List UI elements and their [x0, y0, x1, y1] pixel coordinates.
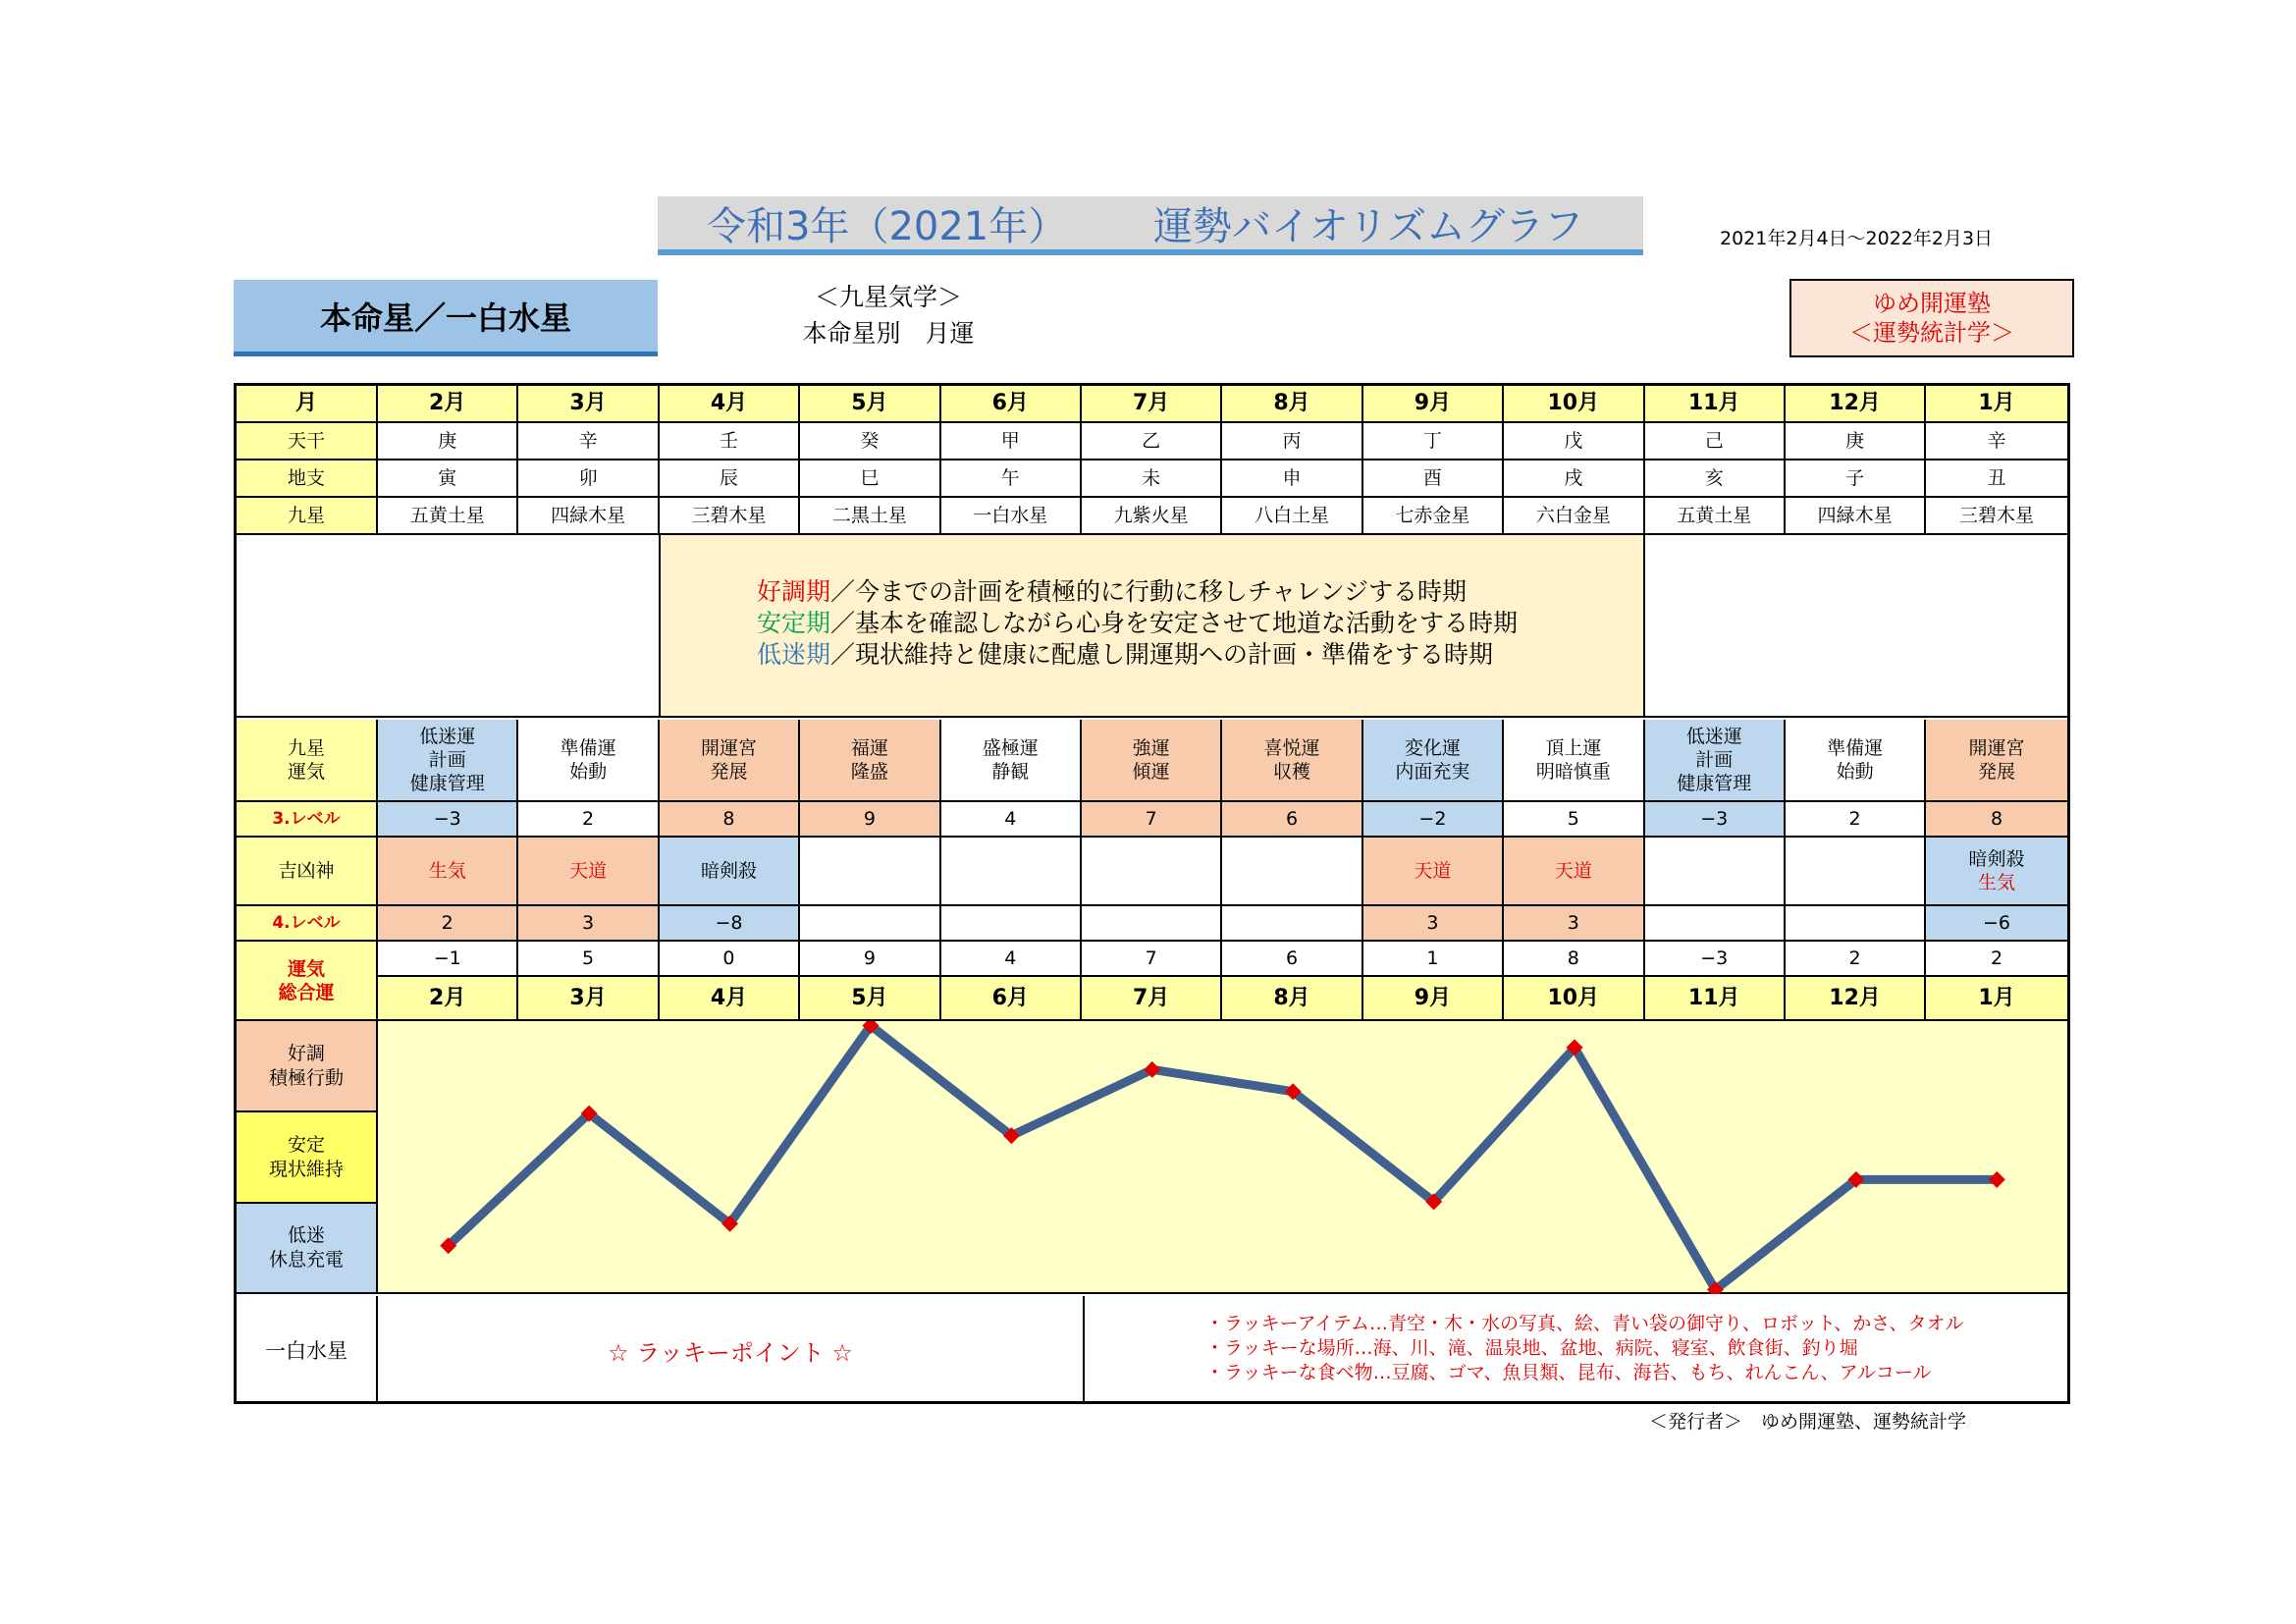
unki-line: 始動	[1836, 761, 1874, 783]
lucky-place: ・ラッキーな場所…海、川、滝、温泉地、盆地、病院、寝室、飲食街、釣り堀	[1205, 1337, 1858, 1359]
chishi-cell: 申	[1222, 460, 1362, 498]
tenkan-cell: 辛	[1926, 423, 2066, 460]
biorhythm-graph	[237, 1021, 2067, 1296]
unki-cell	[941, 720, 1082, 802]
unki-line: 低迷運	[419, 726, 476, 747]
lucky-item: ・ラッキーアイテム…青空・木・水の写真、絵、青い袋の御守り、ロボット、かさ、タオル	[1205, 1313, 1964, 1334]
total-cell: 7	[1082, 942, 1222, 977]
level4-row	[237, 906, 2067, 942]
level3-cell: −3	[378, 802, 518, 838]
unki-cell	[1645, 720, 1786, 802]
total-cell: −1	[378, 942, 518, 977]
subtitle-kyusei: ＜九星気学＞	[814, 283, 962, 311]
month-cell: 12月	[1786, 386, 1926, 423]
level3-cell: 4	[941, 802, 1082, 838]
tenkan-cell: 壬	[660, 423, 800, 460]
kyusei-cell: 七赤金星	[1363, 498, 1504, 535]
level4-cell: 3	[1504, 906, 1644, 942]
kikkyo-line: 暗剣殺	[700, 860, 757, 882]
kikkyo-cell	[1786, 838, 1926, 906]
month-cell-bottom: 7月	[1082, 977, 1222, 1021]
kikkyo-cell	[1082, 838, 1222, 906]
month-cell: 3月	[518, 386, 659, 423]
level4-cell: 2	[378, 906, 518, 942]
kyusei-cell: 五黄土星	[1645, 498, 1786, 535]
kikkyo-cell	[378, 838, 518, 906]
lucky-point-title: ☆ ラッキーポイント ☆	[378, 1296, 1085, 1404]
month-cell: 6月	[941, 386, 1082, 423]
kikkyo-cell	[1926, 838, 2066, 906]
tenkan-cell: 庚	[1786, 423, 1926, 460]
band-stable: 安定 現状維持	[237, 1112, 378, 1204]
kikkyo-line: 天道	[1554, 860, 1592, 882]
unki-line: 収穫	[1273, 761, 1311, 783]
kyusei-header: 九星	[237, 498, 378, 535]
month-cell: 9月	[1363, 386, 1504, 423]
series-line	[449, 1025, 1998, 1289]
title-left: 令和3年（2021年）	[707, 203, 1068, 249]
unki-cell	[1082, 720, 1222, 802]
unki-line: 明暗慎重	[1535, 761, 1611, 783]
lucky-row	[237, 1296, 2067, 1404]
month-cell: 2月	[378, 386, 518, 423]
unki-cell	[518, 720, 659, 802]
month-cell-bottom: 8月	[1222, 977, 1362, 1021]
month-cell-bottom: 1月	[1926, 977, 2066, 1021]
org-box	[1789, 279, 2074, 357]
legend-blank-right	[1645, 535, 2067, 718]
total-cell: 1	[1363, 942, 1504, 977]
level4-cell: −8	[660, 906, 800, 942]
data-point	[1989, 1171, 2005, 1188]
tenkan-cell: 庚	[378, 423, 518, 460]
tenkan-cell: 甲	[941, 423, 1082, 460]
kyusei-row	[237, 498, 2067, 535]
unki-cell	[1222, 720, 1362, 802]
month-cell-bottom: 12月	[1786, 977, 1926, 1021]
unki-row	[237, 720, 2067, 802]
level4-cell: −6	[1926, 906, 2066, 942]
band-good: 好調 積極行動	[237, 1021, 378, 1112]
chishi-cell: 丑	[1926, 460, 2066, 498]
unki-line: 開運宮	[700, 737, 757, 759]
kyusei-cell: 二黒土星	[800, 498, 940, 535]
unki-cell	[378, 720, 518, 802]
chishi-cell: 亥	[1645, 460, 1786, 498]
kikkyo-cell	[518, 838, 659, 906]
tenkan-cell: 丙	[1222, 423, 1362, 460]
org-sub: ＜運勢統計学＞	[1849, 319, 2014, 347]
month-cell: 11月	[1645, 386, 1786, 423]
unki-line: 健康管理	[409, 773, 485, 794]
band-low: 低迷 休息充電	[237, 1204, 378, 1294]
level4-cell	[1645, 906, 1786, 942]
month-cell-bottom: 5月	[800, 977, 940, 1021]
chishi-cell: 巳	[800, 460, 940, 498]
unki-line: 変化運	[1404, 737, 1461, 759]
level4-cell	[1222, 906, 1362, 942]
unki-line: 喜悦運	[1263, 737, 1320, 759]
unki-line: 発展	[1977, 761, 2015, 783]
level3-cell: 8	[1926, 802, 2066, 838]
kikkyo-cell	[1363, 838, 1504, 906]
publisher: ＜発行者＞ ゆめ開運塾、運勢統計学	[1649, 1411, 1967, 1433]
unki-line: 傾運	[1132, 761, 1170, 783]
honmei-label: 本命星／一白水星	[234, 280, 658, 356]
legend-blank-left	[237, 535, 659, 718]
month-cell: 5月	[800, 386, 940, 423]
month-cell-bottom: 2月	[378, 977, 518, 1021]
tenkan-row	[237, 423, 2067, 460]
chishi-cell: 酉	[1363, 460, 1504, 498]
level3-cell: −2	[1363, 802, 1504, 838]
unki-cell	[800, 720, 940, 802]
level4-header: 4.レベル	[237, 906, 378, 942]
kikkyo-cell	[1222, 838, 1362, 906]
unki-line: 低迷運	[1685, 726, 1742, 747]
chishi-cell: 辰	[660, 460, 800, 498]
month-cell-bottom: 11月	[1645, 977, 1786, 1021]
legend-row	[237, 535, 2067, 720]
total-cell: 6	[1222, 942, 1362, 977]
total-cell: −3	[1645, 942, 1786, 977]
title-right: 運勢バイオリズムグラフ	[1153, 203, 1583, 249]
kyusei-cell: 六白金星	[1504, 498, 1644, 535]
total-header: 運気 総合運	[237, 942, 378, 1021]
level4-cell	[1082, 906, 1222, 942]
kikkyo-line: 天道	[1414, 860, 1452, 882]
month-cell-bottom: 3月	[518, 977, 659, 1021]
unki-cell	[1504, 720, 1644, 802]
total-cell: 8	[1504, 942, 1644, 977]
unki-line: 隆盛	[850, 761, 888, 783]
chishi-cell: 未	[1082, 460, 1222, 498]
chishi-header: 地支	[237, 460, 378, 498]
level4-cell	[1786, 906, 1926, 942]
level3-cell: 9	[800, 802, 940, 838]
kikkyo-cell	[660, 838, 800, 906]
unki-line: 開運宮	[1968, 737, 2025, 759]
tenkan-header: 天干	[237, 423, 378, 460]
unki-line: 内面充実	[1395, 761, 1470, 783]
level4-cell: 3	[518, 906, 659, 942]
unki-line: 福運	[850, 737, 888, 759]
date-range: 2021年2月4日～2022年2月3日	[1720, 228, 1994, 249]
kikkyo-cell	[1504, 838, 1644, 906]
kikkyo-line: 生気	[1977, 872, 2015, 893]
tenkan-cell: 丁	[1363, 423, 1504, 460]
tenkan-cell: 辛	[518, 423, 659, 460]
tenkan-cell: 戊	[1504, 423, 1644, 460]
unki-line: 健康管理	[1677, 773, 1752, 794]
lucky-food: ・ラッキーな食べ物…豆腐、ゴマ、魚貝類、昆布、海苔、もち、れんこん、アルコール	[1205, 1362, 1932, 1383]
month-row-bottom	[378, 977, 2067, 1021]
level3-cell: 8	[660, 802, 800, 838]
kikkyo-row	[237, 838, 2067, 906]
month-cell-bottom: 9月	[1363, 977, 1504, 1021]
level3-header: 3.レベル	[237, 802, 378, 838]
kyusei-cell: 九紫火星	[1082, 498, 1222, 535]
total-cell: 2	[1786, 942, 1926, 977]
unki-line: 静観	[991, 761, 1030, 783]
unki-line: 盛極運	[982, 737, 1039, 759]
month-cell: 1月	[1926, 386, 2066, 423]
legend-good: 好調期／今までの計画を積極的に行動に移しチャレンジする時期	[757, 577, 1468, 606]
org-name: ゆめ開運塾	[1873, 290, 1991, 317]
lucky-list	[1205, 1312, 1964, 1385]
subtitle-getsuun: 本命星別 月運	[802, 319, 975, 348]
total-cell: 2	[1926, 942, 2066, 977]
kyusei-cell: 八白土星	[1222, 498, 1362, 535]
unki-line: 準備運	[1827, 737, 1884, 759]
unki-header: 九星 運気	[237, 720, 378, 802]
legend-low: 低迷期／現状維持と健康に配慮し開運期への計画・準備をする時期	[757, 640, 1494, 669]
legend-stable: 安定期／基本を確認しながら心身を安定させて地道な活動をする時期	[757, 609, 1519, 637]
kikkyo-cell	[1645, 838, 1786, 906]
kikkyo-cell	[941, 838, 1082, 906]
level3-cell: 5	[1504, 802, 1644, 838]
chishi-row	[237, 460, 2067, 498]
lucky-star-label: 一白水星	[237, 1296, 378, 1404]
month-cell-bottom: 4月	[660, 977, 800, 1021]
unki-line: 発展	[710, 761, 748, 783]
chishi-cell: 子	[1786, 460, 1926, 498]
unki-line: 準備運	[560, 737, 616, 759]
month-cell-bottom: 6月	[941, 977, 1082, 1021]
tenkan-cell: 乙	[1082, 423, 1222, 460]
unki-line: 始動	[569, 761, 608, 783]
total-cell: 5	[518, 942, 659, 977]
total-cell: 0	[660, 942, 800, 977]
biorhythm-chart	[378, 1021, 2067, 1294]
level3-cell: 2	[1786, 802, 1926, 838]
level3-cell: 2	[518, 802, 659, 838]
unki-cell	[660, 720, 800, 802]
kyusei-cell: 一白水星	[941, 498, 1082, 535]
level3-row	[237, 802, 2067, 838]
kyusei-cell: 五黄土星	[378, 498, 518, 535]
kikkyo-header: 吉凶神	[237, 838, 378, 906]
chishi-cell: 卯	[518, 460, 659, 498]
unki-cell	[1363, 720, 1504, 802]
chishi-cell: 寅	[378, 460, 518, 498]
unki-line: 頂上運	[1545, 737, 1602, 759]
month-cell-bottom: 10月	[1504, 977, 1644, 1021]
level4-cell	[941, 906, 1082, 942]
level3-cell: 7	[1082, 802, 1222, 838]
unki-line: 計画	[428, 749, 466, 771]
tenkan-cell: 癸	[800, 423, 940, 460]
total-cell: 9	[800, 942, 940, 977]
fortune-table	[234, 383, 2070, 1404]
chishi-cell: 戌	[1504, 460, 1644, 498]
kikkyo-cell	[800, 838, 940, 906]
unki-cell	[1926, 720, 2066, 802]
month-cell: 10月	[1504, 386, 1644, 423]
unki-line: 強運	[1132, 737, 1170, 759]
total-cell: 4	[941, 942, 1082, 977]
month-row	[237, 386, 2067, 423]
month-cell: 7月	[1082, 386, 1222, 423]
month-cell: 8月	[1222, 386, 1362, 423]
unki-cell	[1786, 720, 1926, 802]
kyusei-cell: 四緑木星	[518, 498, 659, 535]
kikkyo-line: 暗剣殺	[1968, 848, 2025, 870]
kyusei-cell: 三碧木星	[660, 498, 800, 535]
level4-cell: 3	[1363, 906, 1504, 942]
unki-line: 計画	[1695, 749, 1734, 771]
month-header: 月	[237, 386, 378, 423]
legend-box	[659, 535, 1645, 718]
tenkan-cell: 己	[1645, 423, 1786, 460]
level3-cell: 6	[1222, 802, 1362, 838]
chishi-cell: 午	[941, 460, 1082, 498]
level4-cell	[800, 906, 940, 942]
kikkyo-line: 天道	[569, 860, 608, 882]
level3-cell: −3	[1645, 802, 1786, 838]
title-bar	[658, 196, 1643, 255]
kikkyo-line: 生気	[428, 860, 466, 882]
month-cell: 4月	[660, 386, 800, 423]
kyusei-cell: 四緑木星	[1786, 498, 1926, 535]
kyusei-cell: 三碧木星	[1926, 498, 2066, 535]
